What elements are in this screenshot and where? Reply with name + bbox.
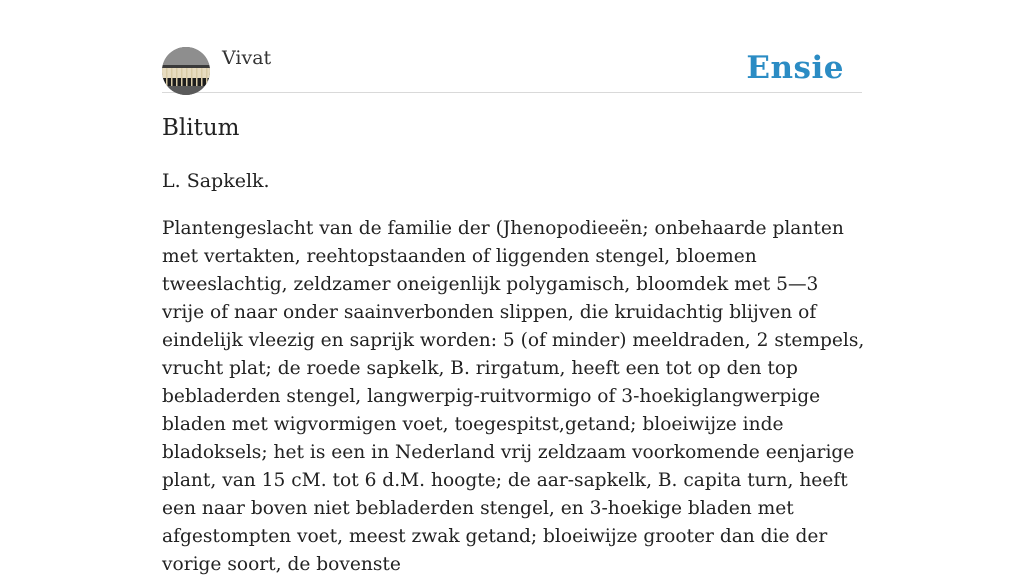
avatar-image — [162, 47, 210, 95]
avatar[interactable] — [162, 47, 210, 95]
site-logo[interactable]: Ensie — [746, 50, 844, 86]
header — [162, 46, 862, 93]
page-title: Blitum — [162, 115, 240, 141]
author-name[interactable]: Vivat — [222, 47, 272, 69]
article-body: Plantengeslacht van de familie der (Jhenopodieeën; onbehaarde planten met vertakten, reehtopstaanden of liggenden stengel, bloemen tweeslachtig, zeldzamer oneigenlijk polygamisch, bloomdek met 5—3 vrije of naar onder saainverbonden slippen, die kruidachtig blijven of eindelijk vleezig en saprijk worden: 5 (of minder) meeldraden, 2 stempels, vrucht plat; de roede sapkelk, B. rirgatum, heeft een tot op den top bebladerden stengel, langwerpig-ruitvormigo of 3-hoekiglangwerpige bladen met wigvormigen voet, toegespitst,getand; bloeiwijze inde bladoksels; het is een in Nederland vrij zeldzaam voorkomende eenjarige plant, van 15 cM. tot 6 d.M. hoogte; de aar-sapkelk, B. capita turn, heeft een naar boven niet bebladerden stengel, en 3-hoekige bladen met afgestompten voet, meest zwak getand; bloeiwijze grooter dan die der vorige soort, de bovenste — [162, 218, 865, 575]
article-subtitle: L. Sapkelk. — [162, 170, 270, 192]
